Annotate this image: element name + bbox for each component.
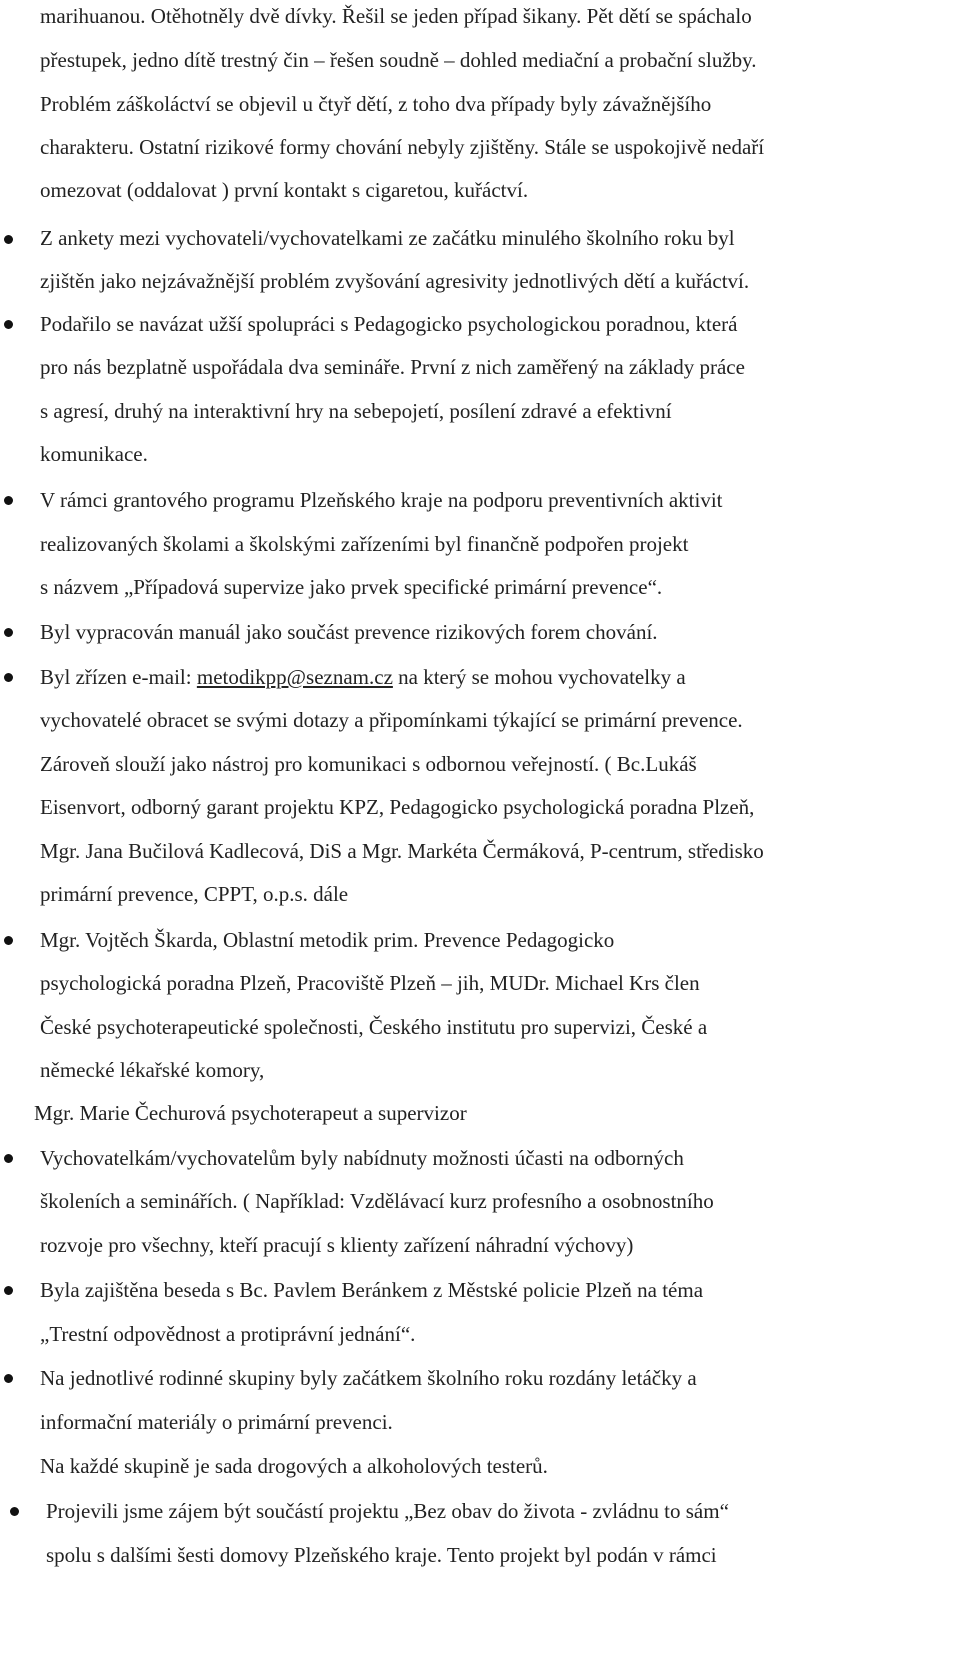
bullet-icon <box>10 1507 19 1516</box>
text-line: V rámci grantového programu Plzeňského kraje na podporu preventivních aktivit <box>40 488 723 512</box>
bullet-icon <box>4 235 13 244</box>
text-line: spolu s dalšími šesti domovy Plzeňského kraje. Tento projekt byl podán v rámci <box>46 1543 717 1567</box>
email-prefix: Byl zřízen e-mail: <box>40 665 197 689</box>
bullet-icon <box>4 1154 13 1163</box>
bullet-icon <box>4 628 13 637</box>
text-line: Problém záškoláctví se objevil u čtyř dětí, z toho dva případy byly závažnějšího <box>40 92 712 116</box>
text-line: Mgr. Marie Čechurová psychoterapeut a supervizor <box>34 1101 467 1125</box>
text-line: Byl vypracován manuál jako součást prevence rizikových forem chování. <box>40 620 658 644</box>
bullet-icon <box>4 320 13 329</box>
text-line: Vychovatelkám/vychovatelům byly nabídnuty možnosti účasti na odborných <box>40 1146 684 1170</box>
email-suffix: na který se mohou vychovatelky a <box>392 665 686 689</box>
text-line: Byla zajištěna beseda s Bc. Pavlem Beránkem z Městské policie Plzeň na téma <box>40 1278 704 1302</box>
text-line: omezovat (oddalovat ) první kontakt s cigaretou, kuřáctví. <box>40 178 529 202</box>
text-line: německé lékařské komory, <box>40 1058 265 1082</box>
text-line: Z ankety mezi vychovateli/vychovatelkami ze začátku minulého školního roku byl <box>40 226 735 250</box>
text-line: rozvoje pro všechny, kteří pracují s klienty zařízení náhradní výchovy) <box>40 1233 634 1257</box>
text-line: psychologická poradna Plzeň, Pracoviště Plzeň – jih, MUDr. Michael Krs člen <box>40 971 700 995</box>
text-line: České psychoterapeutické společnosti, Českého institutu pro supervizi, České a <box>40 1015 708 1039</box>
text-line: s názvem „Případová supervize jako prvek specifické primární prevence“. <box>40 575 663 599</box>
text-line: Na jednotlivé rodinné skupiny byly začátkem školního roku rozdány letáčky a <box>40 1366 697 1390</box>
text-line: školeních a seminářích. ( Například: Vzdělávací kurz profesního a osobnostního <box>40 1189 714 1213</box>
text-line: informační materiály o primární prevenci. <box>40 1410 393 1434</box>
bullet-icon <box>4 496 13 505</box>
text-line: realizovaných školami a školskými zařízeními byl finančně podpořen projekt <box>40 532 689 556</box>
text-line: Mgr. Vojtěch Škarda, Oblastní metodik prim. Prevence Pedagogicko <box>40 928 615 952</box>
email-line <box>40 663 686 691</box>
bullet-icon <box>4 936 13 945</box>
text-line: Mgr. Jana Bučilová Kadlecová, DiS a Mgr. Markéta Čermáková, P-centrum, středisko <box>40 839 764 863</box>
text-line: Na každé skupině je sada drogových a alkoholových testerů. <box>40 1454 548 1478</box>
bullet-icon <box>4 673 13 682</box>
text-line: Eisenvort, odborný garant projektu KPZ, Pedagogicko psychologická poradna Plzeň, <box>40 795 755 819</box>
text-line: přestupek, jedno dítě trestný čin – řešen soudně – dohled mediační a probační služby. <box>40 48 757 72</box>
text-line: „Trestní odpovědnost a protiprávní jednání“. <box>40 1322 416 1346</box>
bullet-icon <box>4 1374 13 1383</box>
text-line: vychovatelé obracet se svými dotazy a připomínkami týkající se primární prevence. <box>40 708 743 732</box>
email-link[interactable]: metodikpp@seznam.cz <box>196 665 393 689</box>
text-line: zjištěn jako nejzávažnější problém zvyšování agresivity jednotlivých dětí a kuřáctví. <box>40 269 750 293</box>
text-line: primární prevence, CPPT, o.p.s. dále <box>40 882 349 906</box>
bullet-icon <box>4 1286 13 1295</box>
text-line: marihuanou. Otěhotněly dvě dívky. Řešil se jeden případ šikany. Pět dětí se spáchalo <box>40 4 752 28</box>
text-line: s agresí, druhý na interaktivní hry na sebepojetí, posílení zdravé a efektivní <box>40 399 672 423</box>
text-line: Podařilo se navázat užší spolupráci s Pedagogicko psychologickou poradnou, která <box>40 312 738 336</box>
text-line: charakteru. Ostatní rizikové formy chování nebyly zjištěny. Stále se uspokojivě nedaří <box>40 135 765 159</box>
text-line: pro nás bezplatně uspořádala dva semináře. První z nich zaměřený na základy práce <box>40 355 745 379</box>
text-line: Projevili jsme zájem být součástí projektu „Bez obav do života - zvládnu to sám“ <box>46 1499 729 1523</box>
text-line: komunikace. <box>40 442 148 466</box>
text-line: Zároveň slouží jako nástroj pro komunikaci s odbornou veřejností. ( Bc.Lukáš <box>40 752 697 776</box>
